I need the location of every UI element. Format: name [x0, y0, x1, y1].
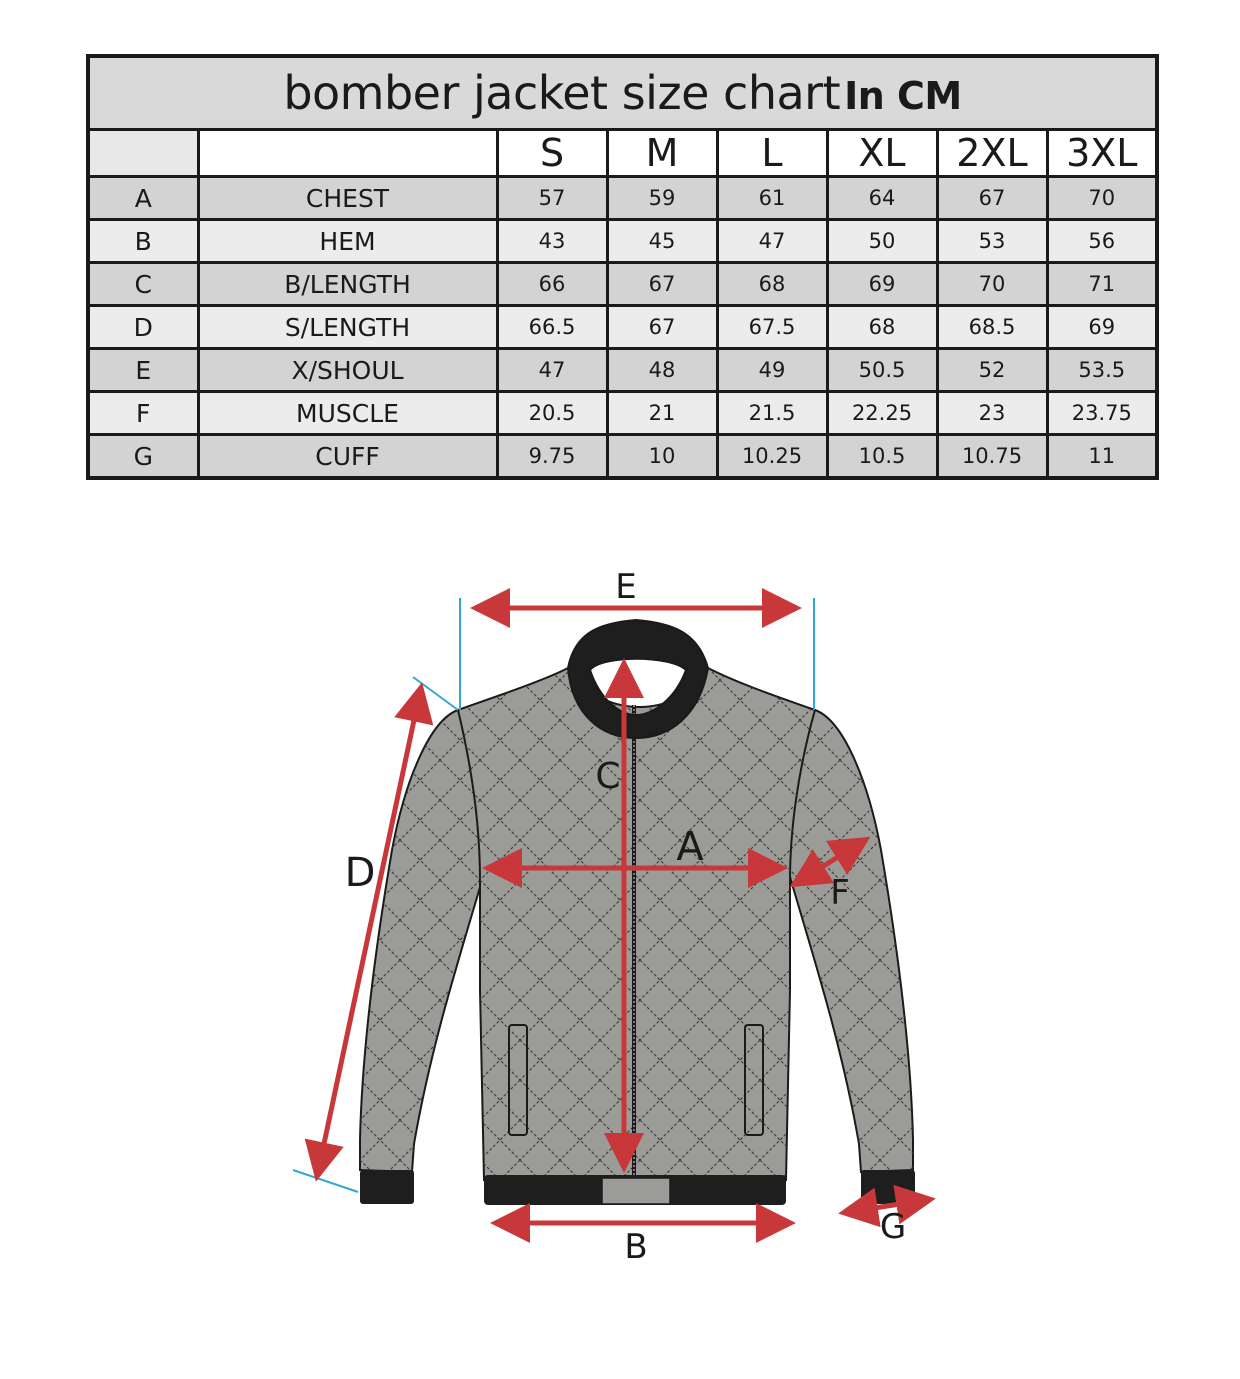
jacket-body — [458, 668, 815, 1205]
row-letter: B — [88, 220, 198, 263]
size-value-cell: 21 — [607, 392, 717, 435]
row-letter: C — [88, 263, 198, 306]
dim-label-e: E — [615, 567, 637, 607]
size-value-cell: 59 — [607, 177, 717, 220]
size-value-cell: 69 — [1047, 306, 1157, 349]
size-value-cell: 10.5 — [827, 435, 937, 479]
row-label: HEM — [198, 220, 497, 263]
size-value-cell: 49 — [717, 349, 827, 392]
size-value-cell: 20.5 — [497, 392, 607, 435]
size-value-cell: 67 — [607, 306, 717, 349]
size-value-cell: 66 — [497, 263, 607, 306]
size-header: XL — [827, 130, 937, 177]
size-value-cell: 23 — [937, 392, 1047, 435]
row-label: CHEST — [198, 177, 497, 220]
size-value-cell: 47 — [497, 349, 607, 392]
dim-label-g: G — [879, 1207, 907, 1247]
size-header: L — [717, 130, 827, 177]
row-letter: A — [88, 177, 198, 220]
size-value-cell: 56 — [1047, 220, 1157, 263]
size-value-cell: 50.5 — [827, 349, 937, 392]
chart-unit: In CM — [844, 74, 962, 118]
size-value-cell: 10 — [607, 435, 717, 479]
size-value-cell: 10.75 — [937, 435, 1047, 479]
size-value-cell: 53 — [937, 220, 1047, 263]
size-value-cell: 61 — [717, 177, 827, 220]
dim-label-b: B — [624, 1227, 648, 1267]
left-sleeve — [360, 710, 486, 1172]
hem-tab — [602, 1178, 670, 1204]
table-row — [88, 306, 1157, 349]
size-header: 2XL — [937, 130, 1047, 177]
size-header: M — [607, 130, 717, 177]
right-cuff — [861, 1170, 915, 1204]
size-value-cell: 70 — [1047, 177, 1157, 220]
size-value-cell: 70 — [937, 263, 1047, 306]
size-value-cell: 68.5 — [937, 306, 1047, 349]
size-value-cell: 45 — [607, 220, 717, 263]
table-row — [88, 220, 1157, 263]
size-value-cell: 50 — [827, 220, 937, 263]
size-value-cell: 67 — [937, 177, 1047, 220]
row-letter: F — [88, 392, 198, 435]
row-label: B/LENGTH — [198, 263, 497, 306]
size-value-cell: 21.5 — [717, 392, 827, 435]
size-value-cell: 68 — [717, 263, 827, 306]
size-value-cell: 47 — [717, 220, 827, 263]
size-value-cell: 9.75 — [497, 435, 607, 479]
size-value-cell: 48 — [607, 349, 717, 392]
size-value-cell: 53.5 — [1047, 349, 1157, 392]
size-header: 3XL — [1047, 130, 1157, 177]
row-letter: D — [88, 306, 198, 349]
dim-label-c: C — [595, 756, 621, 797]
size-value-cell: 69 — [827, 263, 937, 306]
right-sleeve — [787, 710, 913, 1172]
row-letter: E — [88, 349, 198, 392]
size-value-cell: 52 — [937, 349, 1047, 392]
row-label: S/LENGTH — [198, 306, 497, 349]
chart-title-text: bomber jacket size chart — [283, 66, 841, 120]
size-value-cell: 67.5 — [717, 306, 827, 349]
table-row — [88, 392, 1157, 435]
table-row — [88, 435, 1157, 479]
size-value-cell: 67 — [607, 263, 717, 306]
size-value-cell: 71 — [1047, 263, 1157, 306]
dim-label-f: F — [830, 873, 850, 913]
size-value-cell: 64 — [827, 177, 937, 220]
table-row — [88, 177, 1157, 220]
dim-label-a: A — [676, 824, 704, 870]
dim-label-d: D — [344, 850, 376, 896]
size-value-cell: 10.25 — [717, 435, 827, 479]
row-label: MUSCLE — [198, 392, 497, 435]
size-value-cell: 66.5 — [497, 306, 607, 349]
size-value-cell: 43 — [497, 220, 607, 263]
left-cuff — [360, 1170, 414, 1204]
size-header-row — [88, 130, 1157, 177]
size-value-cell: 11 — [1047, 435, 1157, 479]
size-value-cell: 22.25 — [827, 392, 937, 435]
row-label: X/SHOUL — [198, 349, 497, 392]
header-blank-letter — [88, 130, 198, 177]
chart-title — [88, 56, 1157, 130]
table-row — [88, 263, 1157, 306]
header-blank-label — [198, 130, 497, 177]
size-value-cell: 23.75 — [1047, 392, 1157, 435]
size-chart-table — [86, 54, 1159, 480]
size-value-cell: 68 — [827, 306, 937, 349]
size-header: S — [497, 130, 607, 177]
row-letter: G — [88, 435, 198, 479]
jacket-diagram — [0, 520, 1240, 1280]
row-label: CUFF — [198, 435, 497, 479]
table-row — [88, 349, 1157, 392]
size-value-cell: 57 — [497, 177, 607, 220]
